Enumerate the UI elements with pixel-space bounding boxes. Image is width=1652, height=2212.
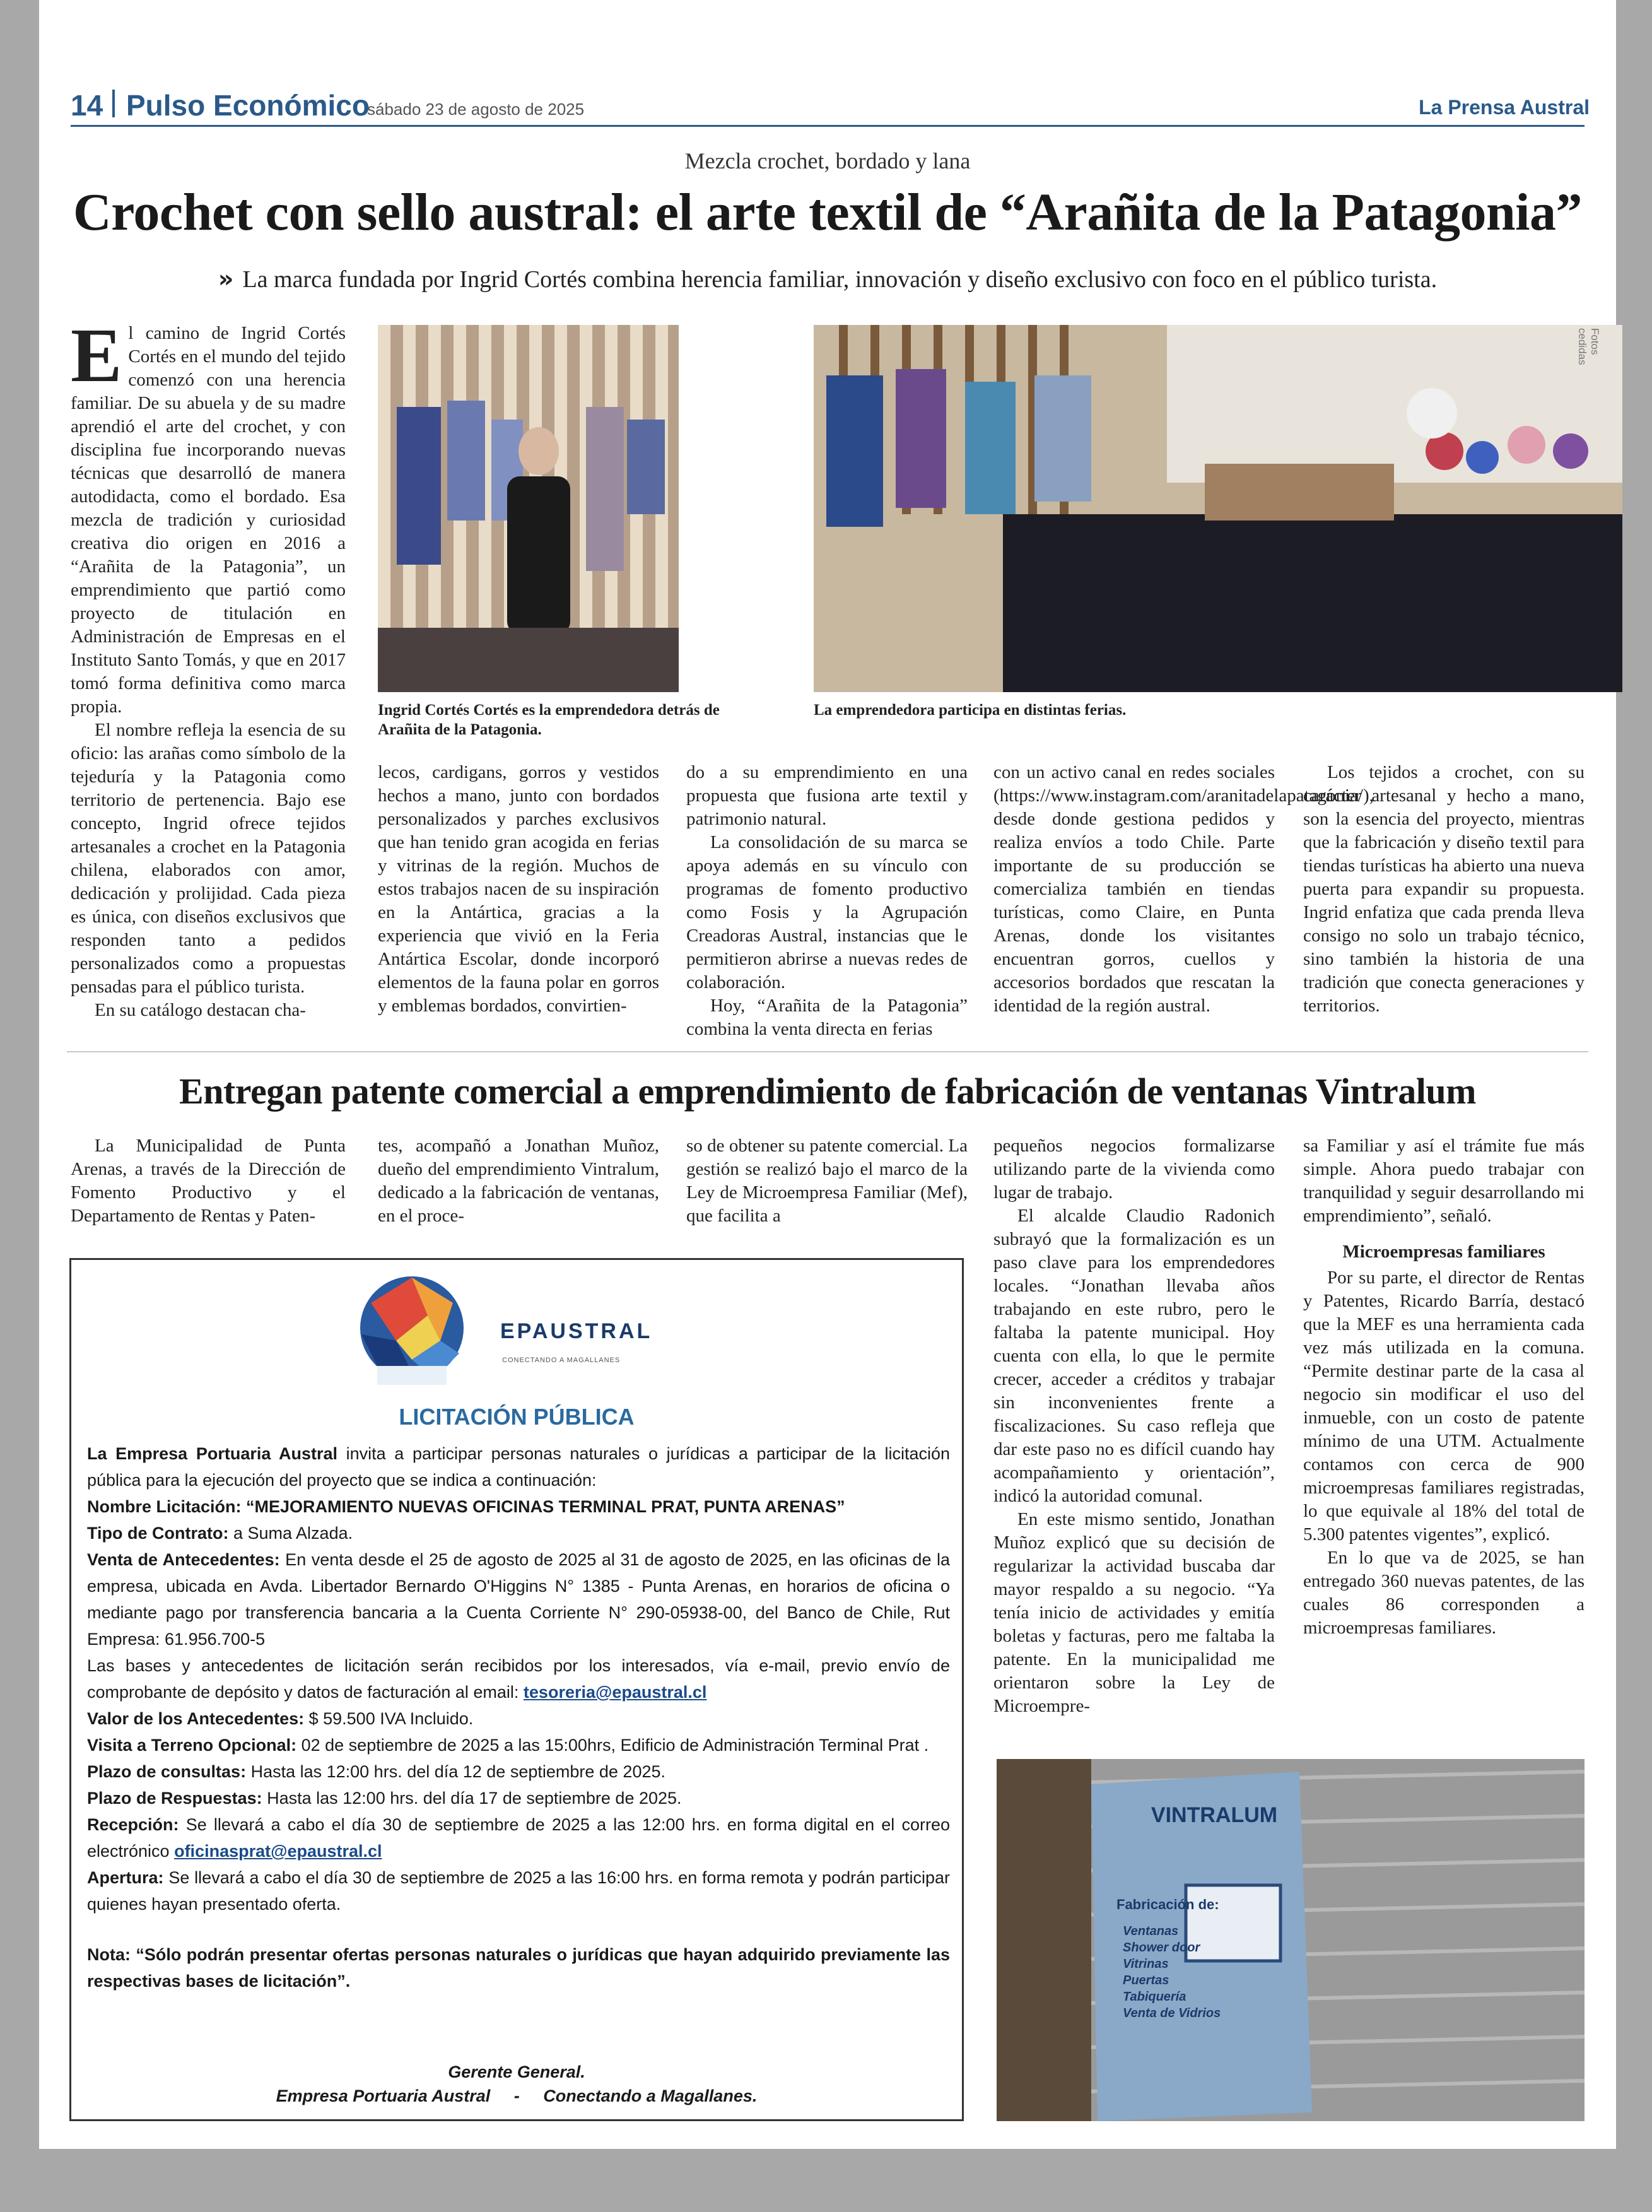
tender-sale: Venta de Antecedentes: En venta desde el 25 de agosto de 2025 al 31 de agosto de 2025, en las oficinas de la empresa, ubicada en Avda. Libertador Bernardo O'Higgins N° 1385 - Punta Arenas, en horarios de oficina o mediante pago por transferencia bancaria a la Cuenta Corriente N° 290-05938-00, del Banco de Chile, Rut Empresa: 61.956.700-5 (87, 1550, 951, 1649)
paragraph-5-start: Hoy, “Arañita de la Patagonia” combina la venta directa en ferias (686, 996, 968, 1039)
sign-service-item: Shower door (1123, 1941, 1200, 1955)
tender-answers: Plazo de Respuestas: Hasta las 12:00 hrs. del día 17 de septiembre de 2025. (87, 1789, 682, 1808)
offices-email-link[interactable]: oficinasprat@epaustral.cl (174, 1842, 382, 1861)
article-headline: Crochet con sello austral: el arte textil de “Arañita de la Patagonia” (73, 183, 1583, 242)
photo-ingrid-cortes (378, 325, 679, 692)
article2-column-2 (378, 1134, 659, 1229)
article1-column-3 (686, 761, 968, 1046)
article2-paragraph-5: En lo que va de 2025, se han entregado 360 nuevas patentes, de las cuales 86 corresponden a microempresas familiares. (1303, 1548, 1585, 1638)
tender-visit: Visita a Terreno Opcional: 02 de septiembre de 2025 a las 15:00hrs, Edificio de Administración Terminal Prat . (87, 1736, 929, 1755)
article2-paragraph-3-a: En este mismo sentido, Jonathan Muñoz explicó que su decisión de regularizar la actividad buscaba dar mayor respaldo a su negocio. “Ya tenía inicio de actividades y emitía boletas y facturas, pero me faltaba la patente. En la municipalidad me orientaron sobre la Ley de Microempre- (993, 1509, 1275, 1716)
sign-service-item: Tabiquería (1123, 1990, 1186, 2004)
section-divider (67, 1051, 1588, 1052)
tender-advertisement (69, 1258, 964, 2121)
chevron-right-icon: » (218, 265, 234, 293)
article2-paragraph-3-b: sa Familiar y así el trámite fue más simple. Ahora puedo trabajar con tranquilidad y seguir desarrollando mi emprendimiento”, señaló. (1303, 1136, 1585, 1226)
paragraph-6: Los tejidos a crochet, con su carácter artesanal y hecho a mano, son la esencia del proyecto, mientras que la fabricación y diseño textil para tiendas turísticas ha abierto una nueva puerta para expandir su propuesta. Ingrid enfatiza que cada prenda lleva consigo no solo un trabajo técnico, sino también la historia de una tradición que conecta generaciones y territorios. (1303, 762, 1585, 1016)
tender-title: LICITACIÓN PÚBLICA (399, 1404, 635, 1430)
signature-title: Gerente General. (448, 2062, 585, 2081)
article2-column-4 (993, 1134, 1275, 1759)
header-separator (112, 90, 115, 117)
article-subhead (39, 265, 1616, 293)
article-kicker: Mezcla crochet, bordado y lana (684, 148, 971, 174)
paragraph-5-end: con un activo canal en redes sociales (https://www.instagram.com/aranitadelapatagonia/), desde donde gestiona pedidos y realiza envíos a todo Chile. Parte importante de su producción se comercializa también en tiendas turísticas, como Claire, en Punta Arenas, donde los visitantes encuentran gorros, cuellos y accesorios bordados que rescatan la identidad de la región austral. (993, 762, 1374, 1016)
tender-reception: Recepción: Se llevará a cabo el día 30 de septiembre de 2025 a las 12:00 hrs. en forma digital en el correo electrónico oficinasprat@epaustral.cl (87, 1815, 950, 1861)
article2-paragraph-4: Por su parte, el director de Rentas y Patentes, Ricardo Barría, destacó que la MEF es una herramienta cada vez más utilizada en la comuna. “Permite destinar parte de la casa al negocio sin modificar el uso del inmueble, con un costo de patente mínimo de una UTM. Actualmente contamos con cerca de 900 microempresas familiares registradas, lo que equivale al 18% del total de 5.300 patentes vigentes”, explicó. (1303, 1268, 1585, 1544)
article2-paragraph-1-b: tes, acompañó a Jonathan Muñoz, dueño del emprendimiento Vintralum, dedicado a la fabricación de ventanas, en el proce- (378, 1136, 659, 1226)
tender-note: Nota: “Sólo podrán presentar ofertas personas naturales o jurídicas que hayan adquirido previamente las respectivas bases de licitación”. (87, 1945, 950, 1991)
issue-date: sábado 23 de agosto de 2025 (367, 100, 585, 119)
photo-feria-stand-image (814, 325, 1622, 692)
paragraph-4: La consolidación de su marca se apoya además en su vínculo con programas de fomento productivo como Fosis y la Agrupación Creadoras Austral, instancias que le permitieron abrirse a nuevas redes de colaboración. (686, 832, 968, 992)
article2-paragraph-1-c: so de obtener su patente comercial. La gestión se realizó bajo el marco de la Ley de Microempresa Familiar (Mef), que facilita a (686, 1136, 968, 1226)
sign-services-list (1123, 1923, 1221, 2021)
drop-cap: E (71, 313, 122, 398)
tender-queries: Plazo de consultas: Hasta las 12:00 hrs. del día 12 de septiembre de 2025. (87, 1762, 665, 1781)
paragraph-3-start: En su catálogo destacan cha- (95, 1000, 306, 1020)
article2-subtitle: Microempresas familiares (1342, 1242, 1545, 1262)
photo-feria-stand (814, 325, 1622, 692)
epaustral-logo-tagline: CONECTANDO A MAGALLANES (502, 1356, 621, 1364)
article1-column-1 (71, 313, 346, 1047)
sign-brand: VINTRALUM (1151, 1803, 1278, 1827)
tender-intro: La Empresa Portuaria Austral invita a participar personas naturales o jurídicas a participar de la licitación pública para la ejecución del proyecto que se indica a continuación: (87, 1444, 950, 1490)
newspaper-page (39, 0, 1616, 2149)
tender-bases: Las bases y antecedentes de licitación serán recibidos por los interesados, vía e-mail, previo envío de comprobante de depósito y datos de facturación al email: tesoreria@epaustral.cl (87, 1656, 950, 1702)
photo-vintralum-sign (997, 1759, 1585, 2121)
article2-column-5 (1303, 1134, 1585, 1759)
article1-column-5 (1303, 761, 1585, 1046)
publication-name: La Prensa Austral (1419, 96, 1590, 119)
tender-body (87, 1440, 950, 1994)
treasury-email-link[interactable]: tesoreria@epaustral.cl (523, 1683, 707, 1702)
article1-column-4 (993, 761, 1374, 1046)
sign-heading: Fabricación de: (1116, 1897, 1219, 1912)
article2-column-1 (71, 1134, 346, 1229)
paragraph-2: El nombre refleja la esencia de su oficio: las arañas como símbolo de la tejeduría y la Patagonia como territorio de pertenencia. Bajo ese concepto, Ingrid ofrece tejidos artesanales a crochet en la Patagonia chilena, elaborados con amor, dedicación y prolijidad. Cada pieza es única, con diseños exclusivos que responden tanto a pedidos personalizados como a propuestas pensadas para el público turista. (71, 720, 346, 997)
page-number: 14 (71, 89, 103, 122)
section-name: Pulso Económico (126, 89, 370, 122)
sign-service-item: Puertas (1123, 1974, 1169, 1987)
signature-company: Empresa Portuaria Austral - Conectando a Magallanes. (276, 2086, 758, 2105)
tender-name: Nombre Licitación: “MEJORAMIENTO NUEVAS OFICINAS TERMINAL PRAT, PUNTA ARENAS” (87, 1497, 845, 1516)
paragraph-1: l camino de Ingrid Cortés Cortés en el mundo del tejido comenzó con una herencia familiar. De su abuela y de su madre aprendió el arte del crochet, y con disciplina fue incorporando nuevas técnicas que desarrolló de manera autodidacta, como el bordado. Esa mezcla de tradición y curiosidad creativa dio origen en 2016 a “Arañita de la Patagonia”, un emprendimiento que partió como proyecto de titulación en Administración de Empresas en el Instituto Santo Tomás, y que en 2017 tomó forma definitiva como marca propia. (71, 323, 346, 717)
sign-service-item: Ventanas (1123, 1924, 1179, 1938)
article1-column-2 (378, 761, 659, 1046)
epaustral-logo-name: EPAUSTRAL (500, 1319, 653, 1343)
article2-column-3 (686, 1134, 968, 1229)
paragraph-3: lecos, cardigans, gorros y vestidos hechos a mano, junto con bordados personalizados y parches exclusivos que han tenido gran acogida en ferias y vitrinas de la región. Muchos de estos trabajos nacen de su inspiración en la Antártica, gracias a la experiencia que vivió en la Feria Antártica Escolar, donde incorporó elementos de la fauna polar en gorros y emblemas bordados, convirtien- (378, 762, 659, 1016)
header-rule (71, 125, 1585, 127)
photo-caption-1: Ingrid Cortés Cortés es la emprendedora detrás de Arañita de la Patagonia. (378, 702, 720, 738)
paragraph-3-end: do a su emprendimiento en una propuesta que fusiona arte textil y patrimonio natural. (686, 762, 968, 829)
sign-service-item: Vitrinas (1123, 1957, 1169, 1971)
photo-credit: Fotos cedidas (1576, 328, 1601, 365)
tender-opening: Apertura: Se llevará a cabo el día 30 de septiembre de 2025 a las 16:00 hrs. en forma remota y podrán participar quienes hayan presentado oferta. (87, 1868, 950, 1914)
article2-paragraph-1-d: pequeños negocios formalizarse utilizando parte de la vivienda como lugar de trabajo. (993, 1136, 1275, 1203)
photo-caption-2: La emprendedora participa en distintas ferias. (814, 702, 1127, 719)
tender-signature (71, 2060, 962, 2108)
photo-ingrid-cortes-image (378, 325, 679, 692)
sign-service-item: Venta de Vidrios (1123, 2006, 1221, 2020)
tender-contract-type: Tipo de Contrato: a Suma Alzada. (87, 1524, 353, 1543)
article2-paragraph-1-a: La Municipalidad de Punta Arenas, a través de la Dirección de Fomento Productivo y el Departamento de Rentas y Paten- (71, 1136, 346, 1226)
epaustral-logo-icon (358, 1271, 466, 1391)
tender-value: Valor de los Antecedentes: $ 59.500 IVA Incluido. (87, 1709, 474, 1728)
article2-paragraph-2: El alcalde Claudio Radonich subrayó que la formalización es un paso clave para los emprendedores locales. “Jonathan llevaba años trabajando en este rubro, pero le faltaba la patente municipal. Hoy cuenta con ella, lo que le permite crecer, acceder a créditos y trabajar sin inconvenientes frente a fiscalizaciones. Su caso refleja que dar este paso no es difícil cuando hay acompañamiento y orientación”, indicó la autoridad comunal. (993, 1206, 1275, 1506)
article2-headline: Entregan patente comercial a emprendimiento de fabricación de ventanas Vintralum (179, 1071, 1476, 1112)
subhead-text: La marca fundada por Ingrid Cortés combina herencia familiar, innovación y diseño exclusivo con foco en el público turista. (242, 266, 1438, 293)
